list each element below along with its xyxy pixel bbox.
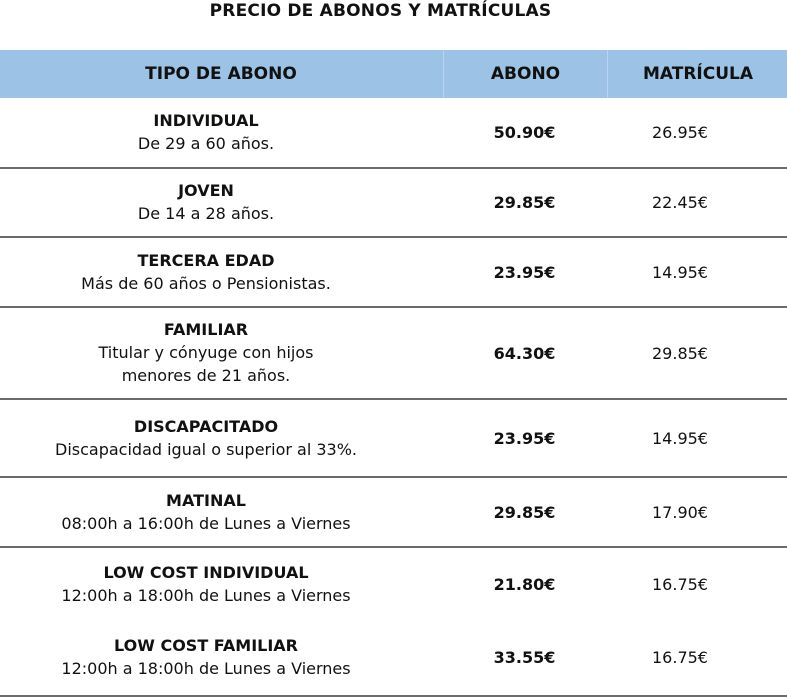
page-title: PRECIO DE ABONOS Y MATRÍCULAS [209,1,552,21]
abono-price: 29.85€ [493,193,556,212]
matricula-price: 22.45€ [652,193,708,212]
matricula-price: 29.85€ [652,343,708,363]
abono-type-name: MATINAL [166,490,246,510]
table-row [0,620,787,697]
abono-price: 50.90€ [493,123,556,142]
abono-type-name: DISCAPACITADO [133,416,279,436]
tipo-cell [0,238,412,306]
abono-type-description: Discapacidad igual o superior al 33%. [55,439,357,459]
abono-price: 23.95€ [493,262,556,282]
table-row [0,548,787,620]
table-row [0,478,787,548]
matricula-price: 26.95€ [652,123,708,142]
table-row [0,169,787,238]
tipo-cell [0,400,412,476]
abono-price: 23.95€ [493,428,556,448]
abono-type-description: 12:00h a 18:00h de Lunes a Viernes [61,585,351,605]
abono-type-name: FAMILIAR [163,320,249,339]
abono-type-description: 08:00h a 16:00h de Lunes a Viernes [61,513,351,533]
abono-type-name: JOVEN [178,181,234,200]
table-header [0,50,787,98]
header-matricula: MATRÍCULA [607,50,787,98]
abono-type-description: menores de 21 años. [121,366,291,385]
table-row [0,238,787,308]
matricula-price: 14.95€ [652,262,708,282]
tipo-cell [0,98,412,167]
abono-price: 29.85€ [493,502,556,522]
tipo-cell [0,478,412,546]
abono-price: 64.30€ [493,343,556,363]
abono-type-description: 12:00h a 18:00h de Lunes a Viernes [61,659,351,678]
abono-type-name: TERCERA EDAD [137,250,275,270]
header-tipo: TIPO DE ABONO [145,64,297,84]
matricula-price: 17.90€ [652,502,708,522]
matricula-price: 16.75€ [652,648,708,667]
abono-type-description: Titular y cónyuge con hijos [98,343,314,362]
tipo-cell [0,548,412,620]
tipo-cell [0,308,412,398]
abono-type-name: LOW COST INDIVIDUAL [103,562,309,582]
abono-price: 33.55€ [493,648,556,667]
abono-type-description: De 29 a 60 años. [137,134,275,153]
abono-type-name: INDIVIDUAL [153,111,259,130]
header-abono: ABONO [443,50,607,98]
abono-price: 21.80€ [493,574,556,594]
matricula-price: 16.75€ [652,574,708,594]
table-row [0,98,787,169]
table-row [0,308,787,400]
abono-type-description: De 14 a 28 años. [137,204,275,223]
tipo-cell [0,169,412,236]
abono-type-description: Más de 60 años o Pensionistas. [81,273,331,293]
abono-type-name: LOW COST FAMILIAR [114,636,298,655]
tipo-cell [0,620,412,695]
table-row [0,400,787,478]
matricula-price: 14.95€ [652,428,708,448]
